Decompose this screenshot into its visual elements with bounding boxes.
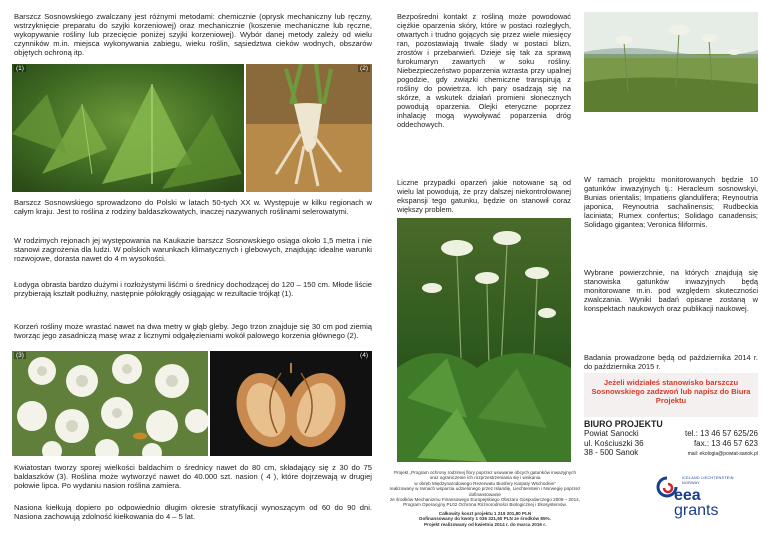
email-link[interactable]: mail: ekologia@powiat-sanok.pl [687,451,758,457]
fine-print-line-1: Projekt „Program ochrony rodzimej flory poprzez usuwanie obcych gatunków inwazyjnych [393,470,577,475]
photo-1-label: (1) [16,65,24,72]
address-line-3: 38 - 500 Sanok [584,448,639,457]
hogweed-stand-image [397,218,571,462]
eea-grants-logo [650,470,750,530]
right-paragraph-3: Badania prowadzone będą od października 2014 r. do października 2015 r. [584,353,758,371]
cost-line-1: Całkowity koszt projektu 1 219 201,80 PLN [438,510,532,516]
photo-hogweed-flowers [12,351,208,456]
photo-hogweed-seeds [210,351,372,456]
cost-line-2: Dofinansowany do kwoty 1 036 321,60 PLN ze środków 85%. [419,516,551,522]
left-paragraph-5: Korzeń rośliny może wrastać nawet na dwa metry w głąb gleby. Jego trzon znajduje się 30 cm pod ziemią tworząc jego zasadniczą masę wraz z licznymi odgałęzieniami wokół palowego korzenia głównego (2). [14,322,372,341]
fax-number: fax.: 13 46 57 623 [693,438,758,448]
left-paragraph-3: W rodzimych rejonach jej występowania na Kaukazie barszcz Sosnowskiego osiąga około 1,5 metra i nie stanowi zagrożenia dla ludzi. W polskich warunkach klimatycznych i glebowych, znajdując idealne warunki rozwojowe, dorasta nawet do 4 m wysokości. [14,236,372,264]
phone-number[interactable]: tel.: 13 46 57 625/26 [685,429,758,438]
eea-logo-word-eea: eea [674,487,701,504]
photo-4-label: (4) [360,352,368,359]
left-paragraph-7: Nasiona kiełkują dopiero po odpowiednio długim okresie stratyfikacji wynoszącym od 60 do 90 dni. Nasiona zachowują zdolność kiełkowania do 4 – 5 lat. [14,503,372,522]
hogweed-root-image [246,64,372,192]
address-line-1: Powiat Sanocki [584,429,639,438]
contact-row-3 [584,448,758,460]
middle-paragraph-2: Liczne przypadki oparzeń jakie notowane są od wielu lat powodują, że przy dalszej niekontrolowanej ekspansji tego gatunku, będzie on stanowił coraz większy problem. [397,178,571,214]
left-paragraph-1: Barszcz Sosnowskiego zwalczany jest różnymi metodami: chemicznie (oprysk mechaniczny lub ręczny, wstrzyknięcie preparatu do szyjki korzeniowej) oraz mechanicznie (koszenie mechaniczne lub ręczne, wykopywanie rośliny lub przecięcie poniżej szyjki korzeniowej). Wybór danej metody zależy od wielu czynników m.in. miejsca wykonywania zabiegu, wieku roślin, sąsiedztwa cieków wodnych, obszarów objętych ochroną itp. [14,12,372,58]
alert-box [584,373,758,417]
middle-paragraph-1: Bezpośredni kontakt z rośliną może powodować ciężkie oparzenia skóry, które w postaci rozległych, otwartych i trudno gojących się przez wiele miesięcy ran, pozostawiają trwałe ślady w postaci blizn, zrostów i przebarwień. Dzieje się tak za sprawą furokumaryn zawartych w soku rośliny. Niebezpieczeństwo poparzenia wzrasta przy upalnej pogodzie, gdy związki chemiczne transpirują z rośliny do powietrza. Ich pary osadzają się na skórze, a wskutek działań promieni słonecznych powodują oparzenia. Olejki eteryczne poprzez inhalację mogą wywoływać poparzenia dróg oddechowych. [397,12,571,129]
photo-hogweed-meadow [584,12,758,112]
photo-2-label: (2) [360,65,368,72]
right-paragraph-1: W ramach projektu monitorowanych będzie 10 gatunków inwazyjnych tj.: Heracleum sosnowskyi, Bunias orientalis; Impatiens glandulifera; Reynoutria japonica, Reynoutria sachalinensis; Rudbeckia laciniata; Rumex confertus; Solidago canadensis; Solidago gigantea; Veronica filiformis. [584,175,758,229]
left-paragraph-6: Kwiatostan tworzy sporej wielkości baldachim o średnicy nawet do 80 cm, składający się z 30 do 75 baldaszków (3). Roślina może wytworzyć nawet do 40.000 szt. nasion ( 4 ), które dojrzewają w drugiej połowie lipca. Po wydaniu nasion roślina zamiera. [14,463,372,491]
contact-row-1 [584,429,758,439]
fine-print-line-3: w obręb Międzynarodowego Rezerwatu Biosfery Karpaty Wschodnie” [414,480,556,486]
hogweed-seeds-image [210,351,372,456]
left-paragraph-4: Łodyga obrasta bardzo dużymi i rozłożystymi liśćmi o średnicy dochodzącej do 120 – 150 cm. Młode liście przybierają kształt podłużny, następnie półokrągły osiągając w rezultacie trójkąt (1). [14,280,372,299]
fine-print-line-4: realizowany w ramach wsparcia udzielonego przez Islandię, Liechtenstein i Norwegię poprzez dofinansowanie [389,486,581,497]
photo-hogweed-leaves [12,64,244,192]
hogweed-leaves-image [12,64,244,192]
fine-print-line-5: ze środków Mechanizmu Finansowego Europejskiego Obszaru Gospodarczego 2009 – 2014, [390,497,580,503]
fine-print-line-6: Program Operacyjny PL02 Ochrona Różnorodności Biologicznej i Ekosystemów. [403,502,567,508]
photo-3-label: (3) [16,352,24,359]
address-line-2: ul. Kościuszki 36 [584,438,644,448]
left-paragraph-2: Barszcz Sosnowskiego sprowadzono do Polski w latach 50-tych XX w. Występuje w kilku regionach w całym kraju. Jest to roślina z rodziny baldaszkowatych, inaczej nazywanych roślinami selerowatymi. [14,198,372,217]
eea-logo-countries: ICELAND LIECHTENSTEIN NORWAY [682,476,734,485]
right-paragraph-2: Wybrane powierzchnie, na których znajdują się stanowiska gatunków inwazyjnych będą monitorowane m.in. pod względem skuteczności zwalczania. Wyniki badań opisane zostaną w konspektach naukowych oraz publikacji naukowej. [584,268,758,313]
eea-logo-word-grants: grants [674,502,719,519]
hogweed-flowers-image [12,351,208,456]
fine-print-line-2: oraz ograniczenie ich rozprzestrzeniania się i wnikania [429,475,541,481]
hogweed-meadow-image [584,12,758,112]
project-office [584,419,758,460]
cost-line-3: Projekt realizowany od kwietnia 2014 r. do marca 2016 r. [423,521,547,527]
photo-hogweed-root [246,64,372,192]
photo-hogweed-stand [397,218,571,462]
fine-print-block [385,470,585,527]
alert-text: Jeżeli widziałeś stanowisko barszczu Sosnowskiego zadzwoń lub napisz do Biura Projektu [591,378,751,406]
contact-row-2 [584,439,758,449]
office-title: BIURO PROJEKTU [584,419,663,429]
